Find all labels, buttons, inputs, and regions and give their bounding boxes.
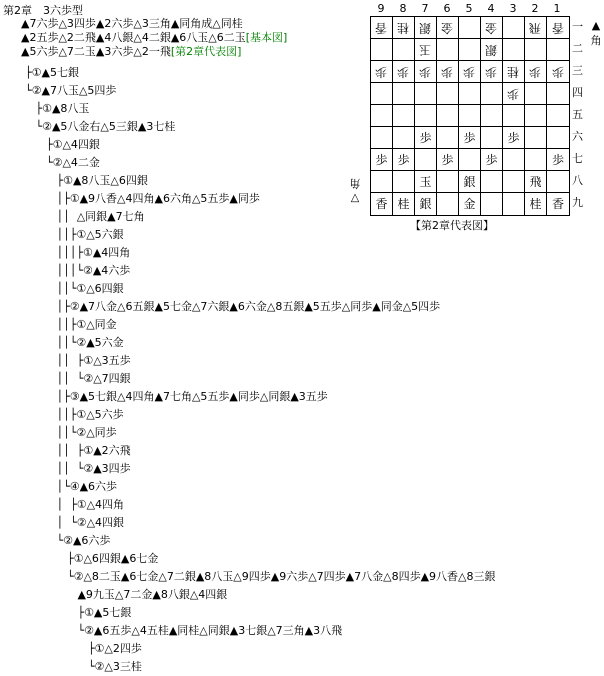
piece-label: 歩: [529, 65, 542, 79]
piece-label: 玉: [419, 43, 432, 57]
variation-line: ││ ├①▲2六飛: [25, 444, 131, 457]
intro-line: [21, 31, 287, 45]
row-label: 六: [572, 130, 583, 143]
gote-piece: [481, 39, 503, 61]
board-square: [503, 149, 525, 171]
board-square: [415, 105, 437, 127]
gote-piece: [415, 61, 437, 83]
row-label: 二: [572, 42, 583, 55]
board-square: [525, 39, 547, 61]
gote-hand-label: ▲角: [590, 19, 602, 47]
piece-label: 歩: [485, 65, 498, 79]
gote-piece: [481, 17, 503, 39]
column-label: 1: [553, 2, 561, 15]
sente-piece: [525, 171, 547, 193]
gote-piece: [371, 17, 393, 39]
board-square: [459, 105, 481, 127]
board-square: [547, 39, 569, 61]
piece-label: 桂: [529, 197, 542, 211]
row-label: 四: [572, 86, 583, 99]
variation-line: └②△8二玉▲6七金△7二銀▲8八玉△9四歩▲9六歩△7四歩▲7八金△8四歩▲9八香△8三銀: [25, 570, 496, 583]
variation-line: └②▲6五歩△4五桂▲同桂△同銀▲3七銀△7三角▲3八飛: [25, 624, 343, 637]
sente-piece: [459, 171, 481, 193]
sente-piece: [415, 171, 437, 193]
gote-piece: [481, 61, 503, 83]
variation-line: ││ └②△7四銀: [25, 372, 131, 385]
board-square: [371, 105, 393, 127]
gote-piece: [437, 61, 459, 83]
board-square: [481, 127, 503, 149]
gote-piece: [503, 83, 525, 105]
variation-line: ││├①△同金: [25, 318, 117, 331]
board-square: [525, 149, 547, 171]
gote-piece: [547, 17, 569, 39]
board-square: [481, 105, 503, 127]
variation-line: │├③▲5七銀△4四角▲7七角△5五歩▲同歩△同銀▲3五歩: [25, 390, 328, 403]
variation-line: └②△4二金: [25, 156, 100, 169]
column-labels: [370, 2, 570, 16]
gote-piece: [415, 39, 437, 61]
gote-piece: [547, 61, 569, 83]
board-square: [371, 39, 393, 61]
piece-label: 香: [551, 197, 564, 211]
column-label: 3: [509, 2, 517, 15]
sente-piece: [415, 193, 437, 215]
sente-piece: [503, 127, 525, 149]
board-square: [525, 83, 547, 105]
piece-label: 歩: [485, 153, 498, 167]
gote-piece: [525, 17, 547, 39]
intro-moves-text: ▲2五歩△2二飛▲4八銀△4二銀▲6八玉△6二玉: [21, 31, 246, 44]
variation-line: ││ └②▲3四歩: [25, 462, 131, 475]
piece-label: 桂: [397, 197, 410, 211]
board-square: [547, 171, 569, 193]
piece-label: 桂: [397, 21, 410, 35]
variation-line: └②△3三桂: [25, 660, 142, 673]
board-square: [371, 127, 393, 149]
variation-line: ││└②△同歩: [25, 426, 117, 439]
variation-line: │││├①▲4四角: [25, 246, 131, 259]
board-square: [459, 39, 481, 61]
gote-hand: [589, 18, 603, 48]
piece-label: 飛: [529, 21, 542, 35]
gote-piece: [371, 61, 393, 83]
piece-label: 歩: [507, 131, 520, 145]
piece-label: 銀: [419, 21, 432, 35]
column-label: 4: [487, 2, 495, 15]
piece-label: 歩: [463, 131, 476, 145]
variation-line: └②▲5八金右△5三銀▲3七桂: [25, 120, 176, 133]
variation-line: ▲9九玉△7二金▲8八銀△4四銀: [25, 588, 228, 601]
sente-piece: [393, 193, 415, 215]
intro-line: [21, 17, 243, 31]
sente-piece: [525, 193, 547, 215]
board-square: [459, 83, 481, 105]
row-label: 一: [572, 20, 583, 33]
column-label: 5: [465, 2, 473, 15]
board-square: [437, 39, 459, 61]
board-square: [481, 83, 503, 105]
board-square: [393, 39, 415, 61]
variation-line: ││├①△5六銀: [25, 228, 124, 241]
board-square: [393, 83, 415, 105]
variation-line: ├①△6四銀▲6七金: [25, 552, 159, 565]
piece-label: 歩: [375, 65, 388, 79]
board-square: [547, 105, 569, 127]
board-square: [437, 83, 459, 105]
variation-line: └②▲7八玉△5四歩: [25, 84, 117, 97]
piece-label: 銀: [463, 175, 476, 189]
row-label: 五: [572, 108, 583, 121]
board-square: [525, 105, 547, 127]
piece-label: 玉: [419, 175, 432, 189]
sente-piece: [371, 149, 393, 171]
variation-line: ││ ├①△3五歩: [25, 354, 131, 367]
column-label: 7: [421, 2, 429, 15]
board-square: [415, 149, 437, 171]
sente-piece: [415, 127, 437, 149]
variation-line: ├①▲5七銀: [25, 66, 79, 79]
sente-piece: [459, 193, 481, 215]
sente-hand-label: ▽角: [349, 177, 361, 205]
shogi-diagram: [349, 0, 604, 240]
variation-line: │││└②▲4六歩: [25, 264, 131, 277]
board-square: [415, 83, 437, 105]
row-label: 九: [572, 196, 583, 209]
piece-label: 歩: [551, 153, 564, 167]
piece-label: 歩: [441, 153, 454, 167]
variation-line: ├①△2四歩: [25, 642, 142, 655]
sente-piece: [547, 193, 569, 215]
intro-line: [21, 45, 241, 59]
shogi-board: [370, 16, 570, 216]
intro-note: [基本図]: [245, 31, 288, 44]
intro-moves-text: ▲5六歩△7二玉▲3六歩△2一飛: [21, 45, 171, 58]
gote-piece: [503, 61, 525, 83]
piece-label: 歩: [463, 65, 476, 79]
variation-line: │└④▲6六歩: [25, 480, 118, 493]
gote-piece: [393, 61, 415, 83]
piece-label: 歩: [551, 65, 564, 79]
board-square: [437, 127, 459, 149]
piece-label: 金: [485, 21, 498, 35]
sente-piece: [481, 149, 503, 171]
board-square: [371, 83, 393, 105]
column-label: 2: [531, 2, 539, 15]
board-square: [503, 39, 525, 61]
board-square: [393, 127, 415, 149]
board-square: [503, 17, 525, 39]
board-square: [393, 105, 415, 127]
intro-moves-text: ▲7六歩△3四歩▲2六歩△3三角▲同角成△同桂: [21, 17, 243, 30]
row-label: 七: [572, 152, 583, 165]
row-label: 三: [572, 64, 583, 77]
board-square: [503, 193, 525, 215]
sente-piece: [393, 149, 415, 171]
board-square: [547, 127, 569, 149]
gote-piece: [415, 17, 437, 39]
board-square: [547, 83, 569, 105]
piece-label: 金: [441, 21, 454, 35]
gote-piece: [437, 17, 459, 39]
variation-line: │ └②△4四銀: [25, 516, 125, 529]
piece-label: 歩: [419, 65, 432, 79]
variation-line: ├①△4四銀: [25, 138, 100, 151]
piece-label: 香: [551, 21, 564, 35]
variation-line: │├②▲7八金△6五銀▲5七金△7六銀▲6六金△8五銀▲5五歩△同歩▲同金△5四歩: [25, 300, 441, 313]
piece-label: 桂: [507, 65, 520, 79]
piece-label: 歩: [397, 65, 410, 79]
board-square: [525, 127, 547, 149]
gote-piece: [459, 61, 481, 83]
gote-piece: [393, 17, 415, 39]
gote-piece: [525, 61, 547, 83]
variation-line: │ ├①△4四角: [25, 498, 125, 511]
piece-label: 金: [463, 197, 476, 211]
page-title: 第2章 3六歩型: [3, 4, 83, 17]
variation-line: ├①▲8八玉△6四銀: [25, 174, 148, 187]
piece-label: 香: [375, 21, 388, 35]
variation-line: ││├①△5六歩: [25, 408, 124, 421]
board-square: [437, 171, 459, 193]
column-label: 9: [377, 2, 385, 15]
piece-label: 歩: [507, 87, 520, 101]
row-label: 八: [572, 174, 583, 187]
board-square: [481, 171, 503, 193]
piece-label: 香: [375, 197, 388, 211]
variation-line: ││└②▲5六金: [25, 336, 124, 349]
column-label: 6: [443, 2, 451, 15]
board-square: [503, 105, 525, 127]
variation-line: ││└①△6四銀: [25, 282, 124, 295]
column-label: 8: [399, 2, 407, 15]
intro-note: [第2章代表図]: [170, 45, 242, 58]
board-square: [459, 149, 481, 171]
piece-label: 銀: [485, 43, 498, 57]
piece-label: 銀: [419, 197, 432, 211]
board-square: [503, 171, 525, 193]
sente-piece: [459, 127, 481, 149]
piece-label: 歩: [375, 153, 388, 167]
piece-label: 飛: [529, 175, 542, 189]
variation-line: └②▲6六歩: [25, 534, 111, 547]
variation-line: │├①▲9八香△4四角▲6六角△5五歩▲同歩: [25, 192, 260, 205]
board-square: [371, 171, 393, 193]
sente-piece: [547, 149, 569, 171]
board-square: [437, 105, 459, 127]
board-square: [481, 193, 503, 215]
sente-piece: [371, 193, 393, 215]
piece-label: 歩: [441, 65, 454, 79]
piece-label: 歩: [397, 153, 410, 167]
board-square: [393, 171, 415, 193]
variation-line: ││ △同銀▲7七角: [25, 210, 145, 223]
board-square: [437, 193, 459, 215]
variation-line: ├①▲5七銀: [25, 606, 132, 619]
piece-label: 歩: [419, 131, 432, 145]
diagram-caption: 【第2章代表図】: [410, 219, 494, 232]
board-square: [459, 17, 481, 39]
variation-line: ├①▲8八玉: [25, 102, 90, 115]
sente-hand: [346, 176, 364, 206]
sente-piece: [437, 149, 459, 171]
